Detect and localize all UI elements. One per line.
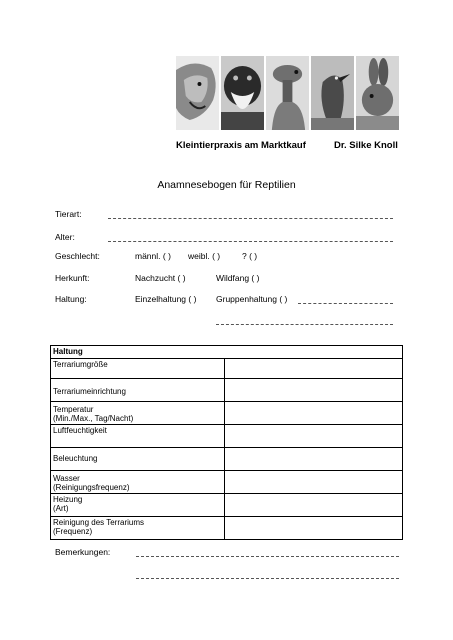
table-row (51, 359, 402, 379)
row-input-wasser[interactable] (225, 471, 402, 493)
row-label-terrariumgroesse: Terrariumgröße (51, 359, 225, 378)
herkunft-option-wildfang[interactable]: Wildfang ( ) (216, 273, 260, 283)
row-input-luftfeuchtigkeit[interactable] (225, 425, 402, 447)
alter-label: Alter: (55, 232, 75, 242)
row-label-terrariumeinrichtung: Terrariumeinrichtung (51, 379, 225, 401)
table-row (51, 402, 402, 425)
row-input-reinigung[interactable] (225, 517, 402, 539)
table-header: Haltung (51, 346, 402, 359)
row-label-luftfeuchtigkeit: Luftfeuchtigkeit (51, 425, 225, 447)
row-label-heizung: Heizung (Art) (51, 494, 225, 516)
haltung-detail-line[interactable] (298, 303, 393, 304)
row-input-heizung[interactable] (225, 494, 402, 516)
rabbit-photo (356, 56, 399, 130)
row-label-wasser: Wasser (Reinigungsfrequenz) (51, 471, 225, 493)
table-row (51, 379, 402, 402)
row-label-beleuchtung: Beleuchtung (51, 448, 225, 470)
table-row (51, 494, 402, 517)
herkunft-option-nachzucht[interactable]: Nachzucht ( ) (135, 273, 186, 283)
tierart-label: Tierart: (55, 209, 82, 219)
lion-photo (176, 56, 219, 130)
herkunft-label: Herkunft: (55, 273, 90, 283)
haltung-option-gruppenhaltung[interactable]: Gruppenhaltung ( ) (216, 294, 288, 304)
haltung-extra-line[interactable] (216, 324, 393, 325)
bird-photo (311, 56, 354, 130)
table-row (51, 425, 402, 448)
alter-input-line[interactable] (108, 241, 393, 242)
bemerkungen-label: Bemerkungen: (55, 547, 111, 557)
doctor-name: Dr. Silke Knoll (334, 140, 398, 151)
bemerkungen-line-2[interactable] (136, 578, 399, 579)
haltung-label: Haltung: (55, 294, 87, 304)
form-title: Anamnesebogen für Reptilien (157, 179, 296, 191)
practice-name: Kleintierpraxis am Marktkauf (176, 140, 306, 151)
tierart-input-line[interactable] (108, 218, 393, 219)
row-label-temperatur: Temperatur (Min./Max., Tag/Nacht) (51, 402, 225, 424)
geschlecht-option-weiblich[interactable]: weibl. ( ) (188, 251, 221, 261)
haltung-table (50, 345, 403, 540)
row-input-beleuchtung[interactable] (225, 448, 402, 470)
ostrich-photo (266, 56, 309, 130)
row-input-temperatur[interactable] (225, 402, 402, 424)
bemerkungen-line-1[interactable] (136, 556, 399, 557)
row-label-reinigung: Reinigung des Terrariums (Frequenz) (51, 517, 225, 539)
row-input-terrariumgroesse[interactable] (225, 359, 402, 378)
geschlecht-option-maennlich[interactable]: männl. ( ) (135, 251, 171, 261)
table-row (51, 517, 402, 539)
header-photo-banner (176, 56, 399, 130)
geschlecht-label: Geschlecht: (55, 251, 100, 261)
monkey-photo (221, 56, 264, 130)
table-row (51, 471, 402, 494)
table-row (51, 448, 402, 471)
geschlecht-option-unbekannt[interactable]: ? ( ) (242, 251, 258, 261)
haltung-option-einzelhaltung[interactable]: Einzelhaltung ( ) (135, 294, 197, 304)
row-input-terrariumeinrichtung[interactable] (225, 379, 402, 401)
